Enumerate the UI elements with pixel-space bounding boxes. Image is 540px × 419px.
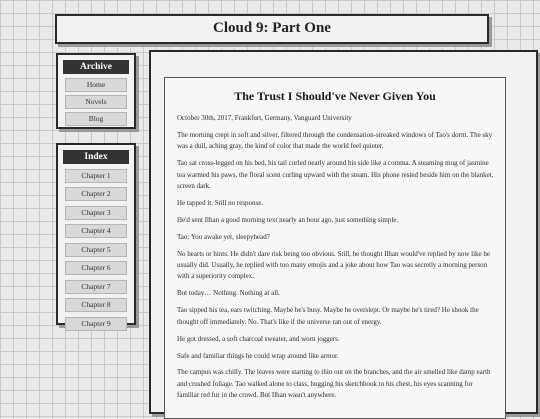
site-header [55, 14, 489, 44]
post-paragraph: Tao sat cross-legged on his bed, his tail curled neatly around his side like a comma. A steaming mug of jasmine tea warmed his paws, the floral scent curling upward with the steam. His phone rested beside him on the blanket, screen dark. [177, 159, 494, 191]
content-panel [149, 50, 538, 414]
post-paragraph: The morning crept in soft and silver, filtered through the condensation-streaked windows of Tao's dorm. The sky was a dull, aching gray, the kind of color that made the world feel quieter. [177, 130, 493, 151]
post-paragraph: Tao: You awake yet, sleepyhead? [177, 232, 270, 241]
post-dateline: October 30th, 2017, Frankfurt, Germany, Vanguard University [177, 114, 352, 122]
chapter-9-button[interactable]: Chapter 9 [65, 317, 127, 331]
post-paragraph: He tapped it. Still no response. [177, 198, 264, 207]
chapter-3-button[interactable]: Chapter 3 [65, 206, 127, 220]
archive-title: Archive [63, 60, 129, 74]
chapter-5-button[interactable]: Chapter 5 [65, 243, 127, 257]
post-paragraph: Tao sipped his tea, ears twitching. Maybe he's busy. Maybe he overslept. Or maybe he's tired? He shook the thought off immediately. No. That's like if the universe ran out of energy. [177, 306, 479, 326]
article [164, 77, 506, 419]
post-paragraph: Safe and familiar things he could wrap around like armor. [177, 351, 339, 360]
chapter-6-button[interactable]: Chapter 6 [65, 261, 127, 275]
post-paragraph: No hearts or hints. He didn't dare risk being too obvious. Still, he thought Ilhan would've replied by now like he usually did. Usually, he replied with too many emojis and a joke about how Tao was secretly a morning person with a superiority complex. [177, 249, 491, 281]
site-title: Cloud 9: Part One [213, 20, 331, 36]
post-paragraph: The campus was chilly. The leaves were starting to thin out on the branches, and the air smelled like damp earth and crushed foliage. Tao walked alone to class, hugging his sketchbook to his chest, his eyes scanning for familiar red fur in the crowd. But Ilhan wasn't anywhere. [177, 368, 491, 400]
nav-blog-button[interactable]: Blog [65, 112, 127, 126]
chapter-4-button[interactable]: Chapter 4 [65, 224, 127, 238]
nav-home-button[interactable]: Home [65, 78, 127, 92]
nav-novels-button[interactable]: Novels [65, 95, 127, 109]
archive-panel [56, 53, 136, 129]
post-title: The Trust I Should've Never Given You [234, 89, 436, 103]
chapter-8-button[interactable]: Chapter 8 [65, 298, 127, 312]
chapter-2-button[interactable]: Chapter 2 [65, 187, 127, 201]
post-paragraph: He'd sent Ilhan a good morning text nearly an hour ago, just something simple. [177, 215, 399, 224]
post-paragraph: But today… Nothing. Nothing at all. [177, 289, 280, 298]
chapter-7-button[interactable]: Chapter 7 [65, 280, 127, 294]
post-paragraph: He got dressed, a soft charcoal sweater, and worn joggers. [177, 334, 340, 343]
index-panel [56, 143, 136, 328]
index-title: Index [63, 150, 129, 164]
chapter-1-button[interactable]: Chapter 1 [65, 169, 127, 183]
